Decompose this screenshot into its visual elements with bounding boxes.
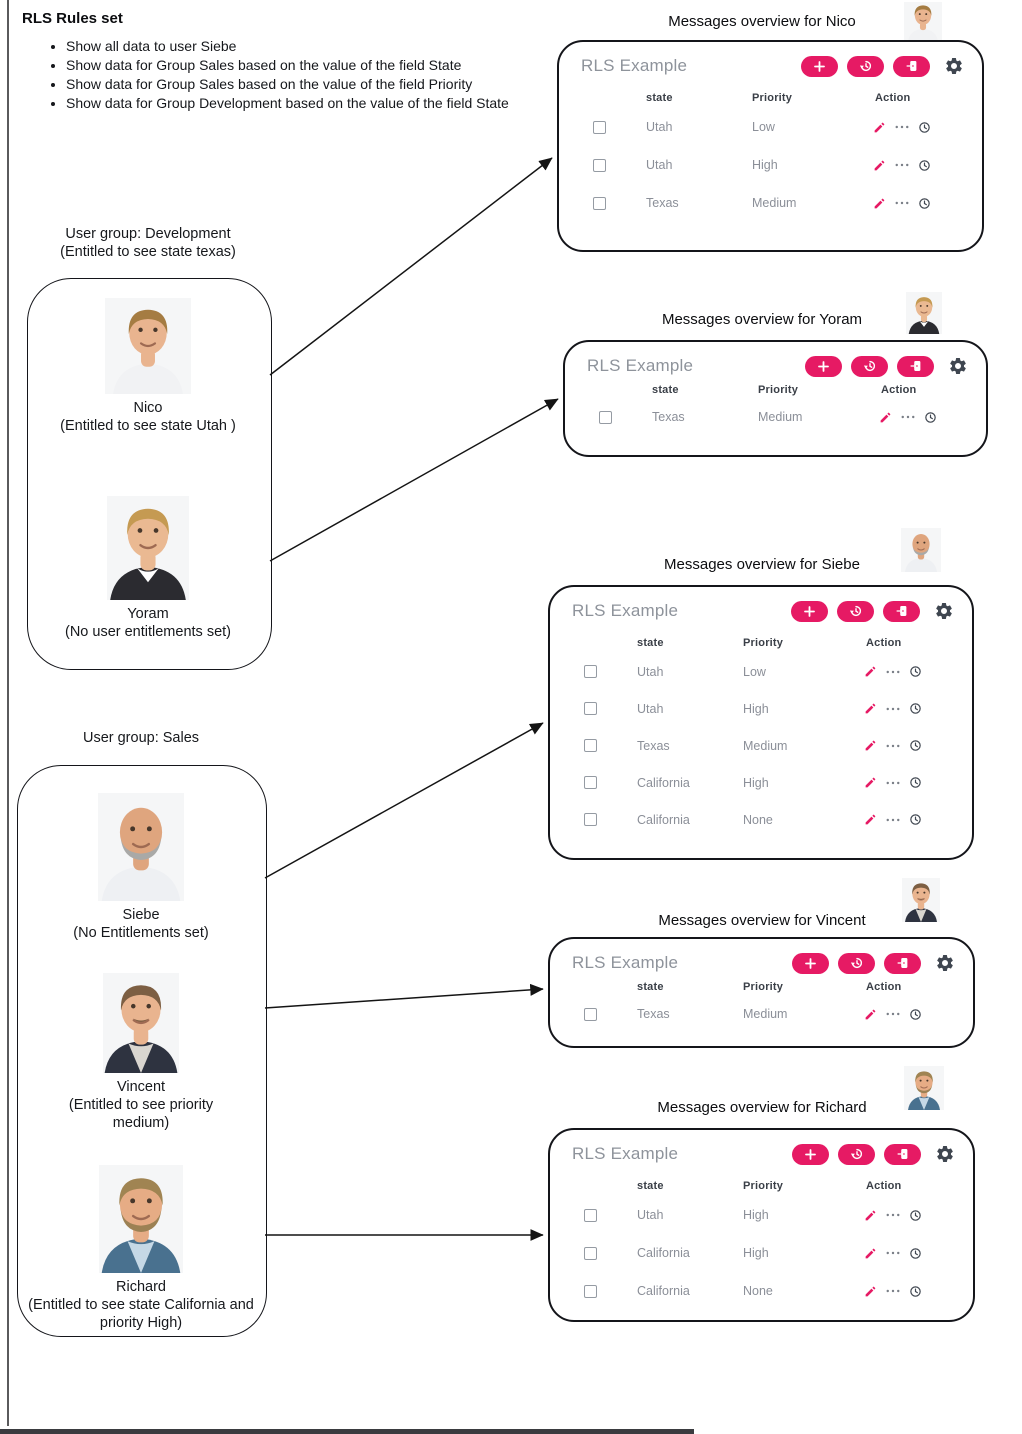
table-body xyxy=(559,108,982,222)
table-row xyxy=(550,997,973,1031)
more-icon[interactable] xyxy=(886,744,900,748)
group-title: User group: Development xyxy=(65,226,231,242)
state-cell: Texas xyxy=(646,196,679,210)
table-row xyxy=(559,184,982,222)
panel-title-siebe: Messages overview for Siebe xyxy=(664,556,860,573)
state-cell: California xyxy=(637,1246,690,1260)
table-header xyxy=(559,88,982,108)
priority-cell: High xyxy=(743,701,769,716)
table-body xyxy=(550,653,972,838)
export-icon xyxy=(896,1147,910,1161)
priority-cell: High xyxy=(743,1246,769,1260)
widget-title: RLS Example xyxy=(572,953,679,972)
table-row xyxy=(550,690,972,727)
table-row xyxy=(550,1196,973,1234)
avatar-yoram-small xyxy=(906,292,942,334)
priority-cell: Medium xyxy=(752,196,797,210)
arrow-yoram-to-panel xyxy=(270,399,558,561)
edit-icon[interactable] xyxy=(864,813,877,826)
photo-richard xyxy=(99,1165,183,1273)
action-column-header: Action xyxy=(866,1180,902,1192)
state-column-header: state xyxy=(637,1180,664,1192)
export-icon xyxy=(896,956,910,970)
history-button[interactable] xyxy=(847,56,884,77)
export-button[interactable] xyxy=(884,953,921,974)
state-column-header: state xyxy=(646,92,673,104)
row-checkbox[interactable] xyxy=(584,776,597,789)
member-vincent xyxy=(26,973,256,1132)
history-icon[interactable] xyxy=(909,1285,922,1298)
edit-icon[interactable] xyxy=(864,1247,877,1260)
rls-widget-vincent xyxy=(548,937,975,1048)
action-column-header: Action xyxy=(875,92,911,104)
history-icon xyxy=(850,1147,864,1161)
member-name: Yoram xyxy=(127,606,169,622)
row-checkbox[interactable] xyxy=(584,1285,597,1298)
export-button[interactable] xyxy=(883,601,920,622)
table-row xyxy=(559,108,982,146)
history-icon[interactable] xyxy=(918,197,931,210)
history-button[interactable] xyxy=(838,1144,875,1165)
priority-cell: Low xyxy=(743,664,766,679)
rls-widget-siebe xyxy=(548,585,974,860)
row-checkbox[interactable] xyxy=(599,411,612,424)
export-button[interactable] xyxy=(893,56,930,77)
edit-icon[interactable] xyxy=(864,1285,877,1298)
history-icon[interactable] xyxy=(924,411,937,424)
arrow-siebe-to-panel xyxy=(265,723,543,878)
photo-nico xyxy=(105,298,191,394)
photo-yoram xyxy=(107,496,189,600)
gear-icon[interactable] xyxy=(944,56,964,76)
member-caption: (Entitled to see state Utah ) xyxy=(60,418,236,434)
member-caption: (No user entitlements set) xyxy=(64,624,231,640)
more-icon[interactable] xyxy=(886,818,900,822)
state-cell: Utah xyxy=(637,701,664,716)
table-row xyxy=(550,764,972,801)
row-checkbox[interactable] xyxy=(584,813,597,826)
row-checkbox[interactable] xyxy=(593,197,606,210)
widget-title: RLS Example xyxy=(581,56,688,75)
history-icon[interactable] xyxy=(909,1209,922,1222)
more-icon[interactable] xyxy=(886,781,900,785)
avatar-vincent-small xyxy=(902,878,940,922)
export-button[interactable] xyxy=(897,356,934,377)
photo-vincent xyxy=(103,973,179,1073)
widget-title: RLS Example xyxy=(587,356,694,375)
avatar-richard-small xyxy=(904,1066,944,1110)
table-row xyxy=(550,727,972,764)
state-cell: Utah xyxy=(646,120,673,134)
group-label-sales xyxy=(26,729,256,747)
edit-icon[interactable] xyxy=(864,1008,877,1021)
row-checkbox[interactable] xyxy=(593,159,606,172)
add-button[interactable] xyxy=(792,1144,829,1165)
panel-title-richard: Messages overview for Richard xyxy=(657,1099,867,1116)
group-title: User group: Sales xyxy=(82,730,200,746)
member-caption: (Entitled to see state California and priority High) xyxy=(28,1297,254,1331)
history-button[interactable] xyxy=(838,953,875,974)
member-name: Richard xyxy=(116,1279,166,1295)
member-nico xyxy=(33,298,263,435)
table-body xyxy=(550,1196,973,1310)
state-cell: Utah xyxy=(637,664,664,679)
more-icon[interactable] xyxy=(886,1213,900,1217)
member-caption: (No Entitlements set) xyxy=(73,925,209,941)
history-icon[interactable] xyxy=(909,665,922,678)
group-subtitle: (Entitled to see state texas) xyxy=(60,244,236,260)
add-button[interactable] xyxy=(805,356,842,377)
rule-item: • Show data for Group Sales based on the value of the field State xyxy=(66,56,582,75)
edit-icon[interactable] xyxy=(873,159,886,172)
row-checkbox[interactable] xyxy=(584,1209,597,1222)
priority-column-header: Priority xyxy=(758,384,799,396)
arrow-nico-to-panel xyxy=(270,158,552,375)
state-cell: Utah xyxy=(646,158,673,172)
avatar-nico-small xyxy=(904,2,942,42)
panel-title-vincent: Messages overview for Vincent xyxy=(658,912,866,929)
row-checkbox[interactable] xyxy=(584,665,597,678)
history-button[interactable] xyxy=(837,601,874,622)
member-name: Vincent xyxy=(116,1079,166,1095)
panel-title-nico: Messages overview for Nico xyxy=(668,13,856,30)
more-icon[interactable] xyxy=(895,201,909,205)
state-column-header: state xyxy=(652,384,679,396)
rls-widget-yoram xyxy=(563,340,988,457)
gear-icon[interactable] xyxy=(934,601,954,621)
row-checkbox[interactable] xyxy=(593,121,606,134)
history-icon[interactable] xyxy=(918,121,931,134)
state-cell: Utah xyxy=(637,1208,664,1222)
edit-icon[interactable] xyxy=(864,739,877,752)
member-siebe xyxy=(26,793,256,942)
edit-icon[interactable] xyxy=(864,776,877,789)
action-column-header: Action xyxy=(881,384,917,396)
gear-icon[interactable] xyxy=(935,953,955,973)
add-button[interactable] xyxy=(801,56,838,77)
rules-heading: RLS Rules set xyxy=(22,10,123,27)
priority-cell: Low xyxy=(752,120,775,134)
more-icon[interactable] xyxy=(886,670,900,674)
export-button[interactable] xyxy=(884,1144,921,1165)
priority-cell: High xyxy=(743,1208,769,1222)
plus-icon xyxy=(804,1148,817,1161)
table-row xyxy=(550,1234,973,1272)
history-icon[interactable] xyxy=(909,702,922,715)
group-label-development xyxy=(33,225,263,261)
page-border-left xyxy=(7,0,9,1426)
gear-icon[interactable] xyxy=(935,1144,955,1164)
add-button[interactable] xyxy=(791,601,828,622)
action-column-header: Action xyxy=(866,637,902,649)
history-icon xyxy=(859,59,873,73)
history-button[interactable] xyxy=(851,356,888,377)
table-row xyxy=(550,1272,973,1310)
state-column-header: state xyxy=(637,981,664,993)
rls-widget-nico xyxy=(557,40,984,252)
more-icon[interactable] xyxy=(886,1289,900,1293)
edit-icon[interactable] xyxy=(873,197,886,210)
edit-icon[interactable] xyxy=(864,1209,877,1222)
more-icon[interactable] xyxy=(886,707,900,711)
plus-icon xyxy=(804,957,817,970)
table-row xyxy=(550,653,972,690)
member-caption: (Entitled to see priority medium) xyxy=(68,1097,214,1131)
export-icon xyxy=(895,604,909,618)
member-richard xyxy=(26,1165,256,1332)
history-icon xyxy=(863,359,877,373)
priority-cell: None xyxy=(743,1284,773,1298)
rule-item: • Show data for Group Development based on the value of the field State xyxy=(66,94,582,113)
panel-title-yoram: Messages overview for Yoram xyxy=(661,311,863,328)
more-icon[interactable] xyxy=(895,125,909,129)
state-cell: California xyxy=(637,812,690,827)
table-header xyxy=(550,633,972,653)
history-icon xyxy=(850,956,864,970)
row-checkbox[interactable] xyxy=(584,1008,597,1021)
history-icon[interactable] xyxy=(918,159,931,172)
photo-siebe xyxy=(98,793,184,901)
history-icon[interactable] xyxy=(909,739,922,752)
plus-icon xyxy=(813,60,826,73)
edit-icon[interactable] xyxy=(879,411,892,424)
state-column-header: state xyxy=(637,637,664,649)
history-icon[interactable] xyxy=(909,1008,922,1021)
export-icon xyxy=(909,359,923,373)
rule-item: • Show all data to user Siebe xyxy=(66,37,582,56)
plus-icon xyxy=(817,360,830,373)
table-row xyxy=(565,400,986,434)
table-row xyxy=(559,146,982,184)
arrow-vincent-to-panel xyxy=(265,989,543,1008)
member-name: Nico xyxy=(133,400,163,416)
priority-column-header: Priority xyxy=(743,1180,784,1192)
more-icon[interactable] xyxy=(886,1251,900,1255)
rule-item: • Show data for Group Sales based on the value of the field Priority xyxy=(66,75,582,94)
action-column-header: Action xyxy=(866,981,902,993)
rules-section xyxy=(22,10,582,113)
member-yoram xyxy=(33,496,263,641)
plus-icon xyxy=(803,605,816,618)
priority-column-header: Priority xyxy=(743,637,784,649)
more-icon[interactable] xyxy=(901,415,915,419)
table-header xyxy=(550,977,973,997)
history-icon[interactable] xyxy=(909,1247,922,1260)
edit-icon[interactable] xyxy=(864,665,877,678)
row-checkbox[interactable] xyxy=(584,702,597,715)
state-cell: California xyxy=(637,1284,690,1298)
gear-icon[interactable] xyxy=(948,356,968,376)
table-header xyxy=(565,380,986,400)
table-body xyxy=(565,400,986,434)
priority-cell: Medium xyxy=(758,410,803,424)
history-icon[interactable] xyxy=(909,776,922,789)
table-header xyxy=(550,1176,973,1196)
priority-column-header: Priority xyxy=(743,981,784,993)
state-cell: Texas xyxy=(637,1007,670,1021)
priority-column-header: Priority xyxy=(752,92,793,104)
row-checkbox[interactable] xyxy=(584,1247,597,1260)
history-icon xyxy=(849,604,863,618)
priority-cell: Medium xyxy=(743,738,788,753)
state-cell: Texas xyxy=(637,738,670,753)
priority-cell: High xyxy=(743,775,769,790)
more-icon[interactable] xyxy=(895,163,909,167)
widget-title: RLS Example xyxy=(572,601,679,620)
priority-cell: Medium xyxy=(743,1007,788,1021)
more-icon[interactable] xyxy=(886,1012,900,1016)
priority-cell: None xyxy=(743,812,773,827)
add-button[interactable] xyxy=(792,953,829,974)
history-icon[interactable] xyxy=(909,813,922,826)
avatar-siebe-small xyxy=(901,528,941,572)
state-cell: California xyxy=(637,775,690,790)
edit-icon[interactable] xyxy=(873,121,886,134)
rls-widget-richard xyxy=(548,1128,975,1322)
priority-cell: High xyxy=(752,158,778,172)
export-icon xyxy=(905,59,919,73)
rules-list xyxy=(22,37,582,113)
edit-icon[interactable] xyxy=(864,702,877,715)
table-body xyxy=(550,997,973,1031)
footer-bar xyxy=(0,1429,694,1434)
state-cell: Texas xyxy=(652,410,685,424)
table-row xyxy=(550,801,972,838)
widget-title: RLS Example xyxy=(572,1144,679,1163)
row-checkbox[interactable] xyxy=(584,739,597,752)
member-name: Siebe xyxy=(122,907,160,923)
